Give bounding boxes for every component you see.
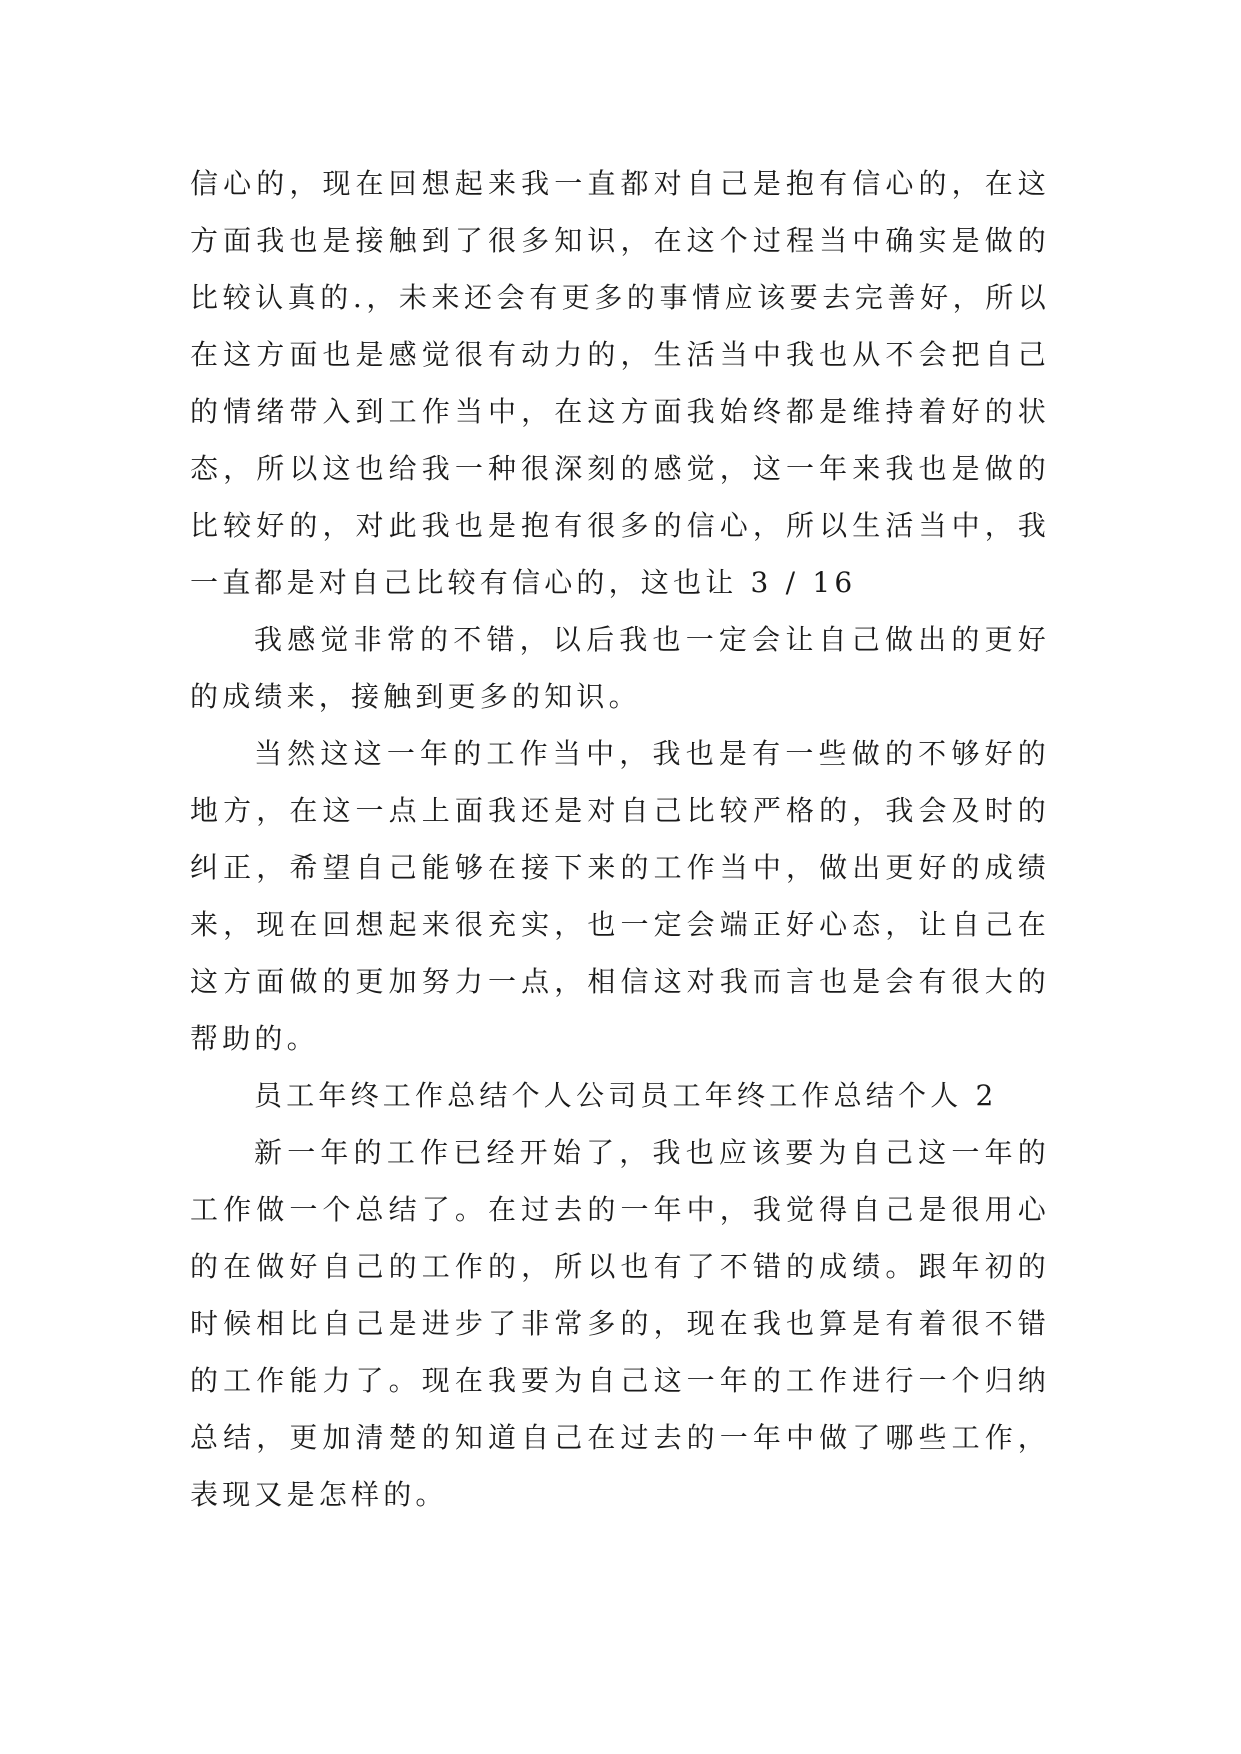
section-heading: 员工年终工作总结个人公司员工年终工作总结个人 2	[254, 1079, 998, 1112]
paragraph-feeling: 我感觉非常的不错，以后我也一定会让自己做出的更好的成绩来，接触到更多的知识。	[190, 623, 1050, 713]
paragraph-continuation: 信心的，现在回想起来我一直都对自己是抱有信心的，在这方面我也是接触到了很多知识，在这个过程当中确实是做的比较认真的.，未来还会有更多的事情应该要去完善好，所以在这方面也是感觉很有动力的，生活当中我也从不会把自己的情绪带入到工作当中，在这方面我始终都是维持着好的状态，所以这也给我一种很深刻的感觉，这一年来我也是做的比较好的，对此我也是抱有很多的信心，所以生活当中，我一直都是对自己比较有信心的，这也让 3 / 16	[190, 167, 1050, 599]
paragraph-new-year-summary: 新一年的工作已经开始了，我也应该要为自己这一年的工作做一个总结了。在过去的一年中，我觉得自己是很用心的在做好自己的工作的，所以也有了不错的成绩。跟年初的时候相比自己是进步了非常多的，现在我也算是有着很不错的工作能力了。现在我要为自己这一年的工作进行一个归纳总结，更加清楚的知道自己在过去的一年中做了哪些工作，表现又是怎样的。	[190, 1136, 1050, 1511]
document-page	[190, 155, 1050, 1523]
paragraph-shortcomings: 当然这这一年的工作当中，我也是有一些做的不够好的地方，在这一点上面我还是对自己比较严格的，我会及时的纠正，希望自己能够在接下来的工作当中，做出更好的成绩来，现在回想起来很充实，也一定会端正好心态，让自己在这方面做的更加努力一点，相信这对我而言也是会有很大的帮助的。	[190, 737, 1050, 1055]
